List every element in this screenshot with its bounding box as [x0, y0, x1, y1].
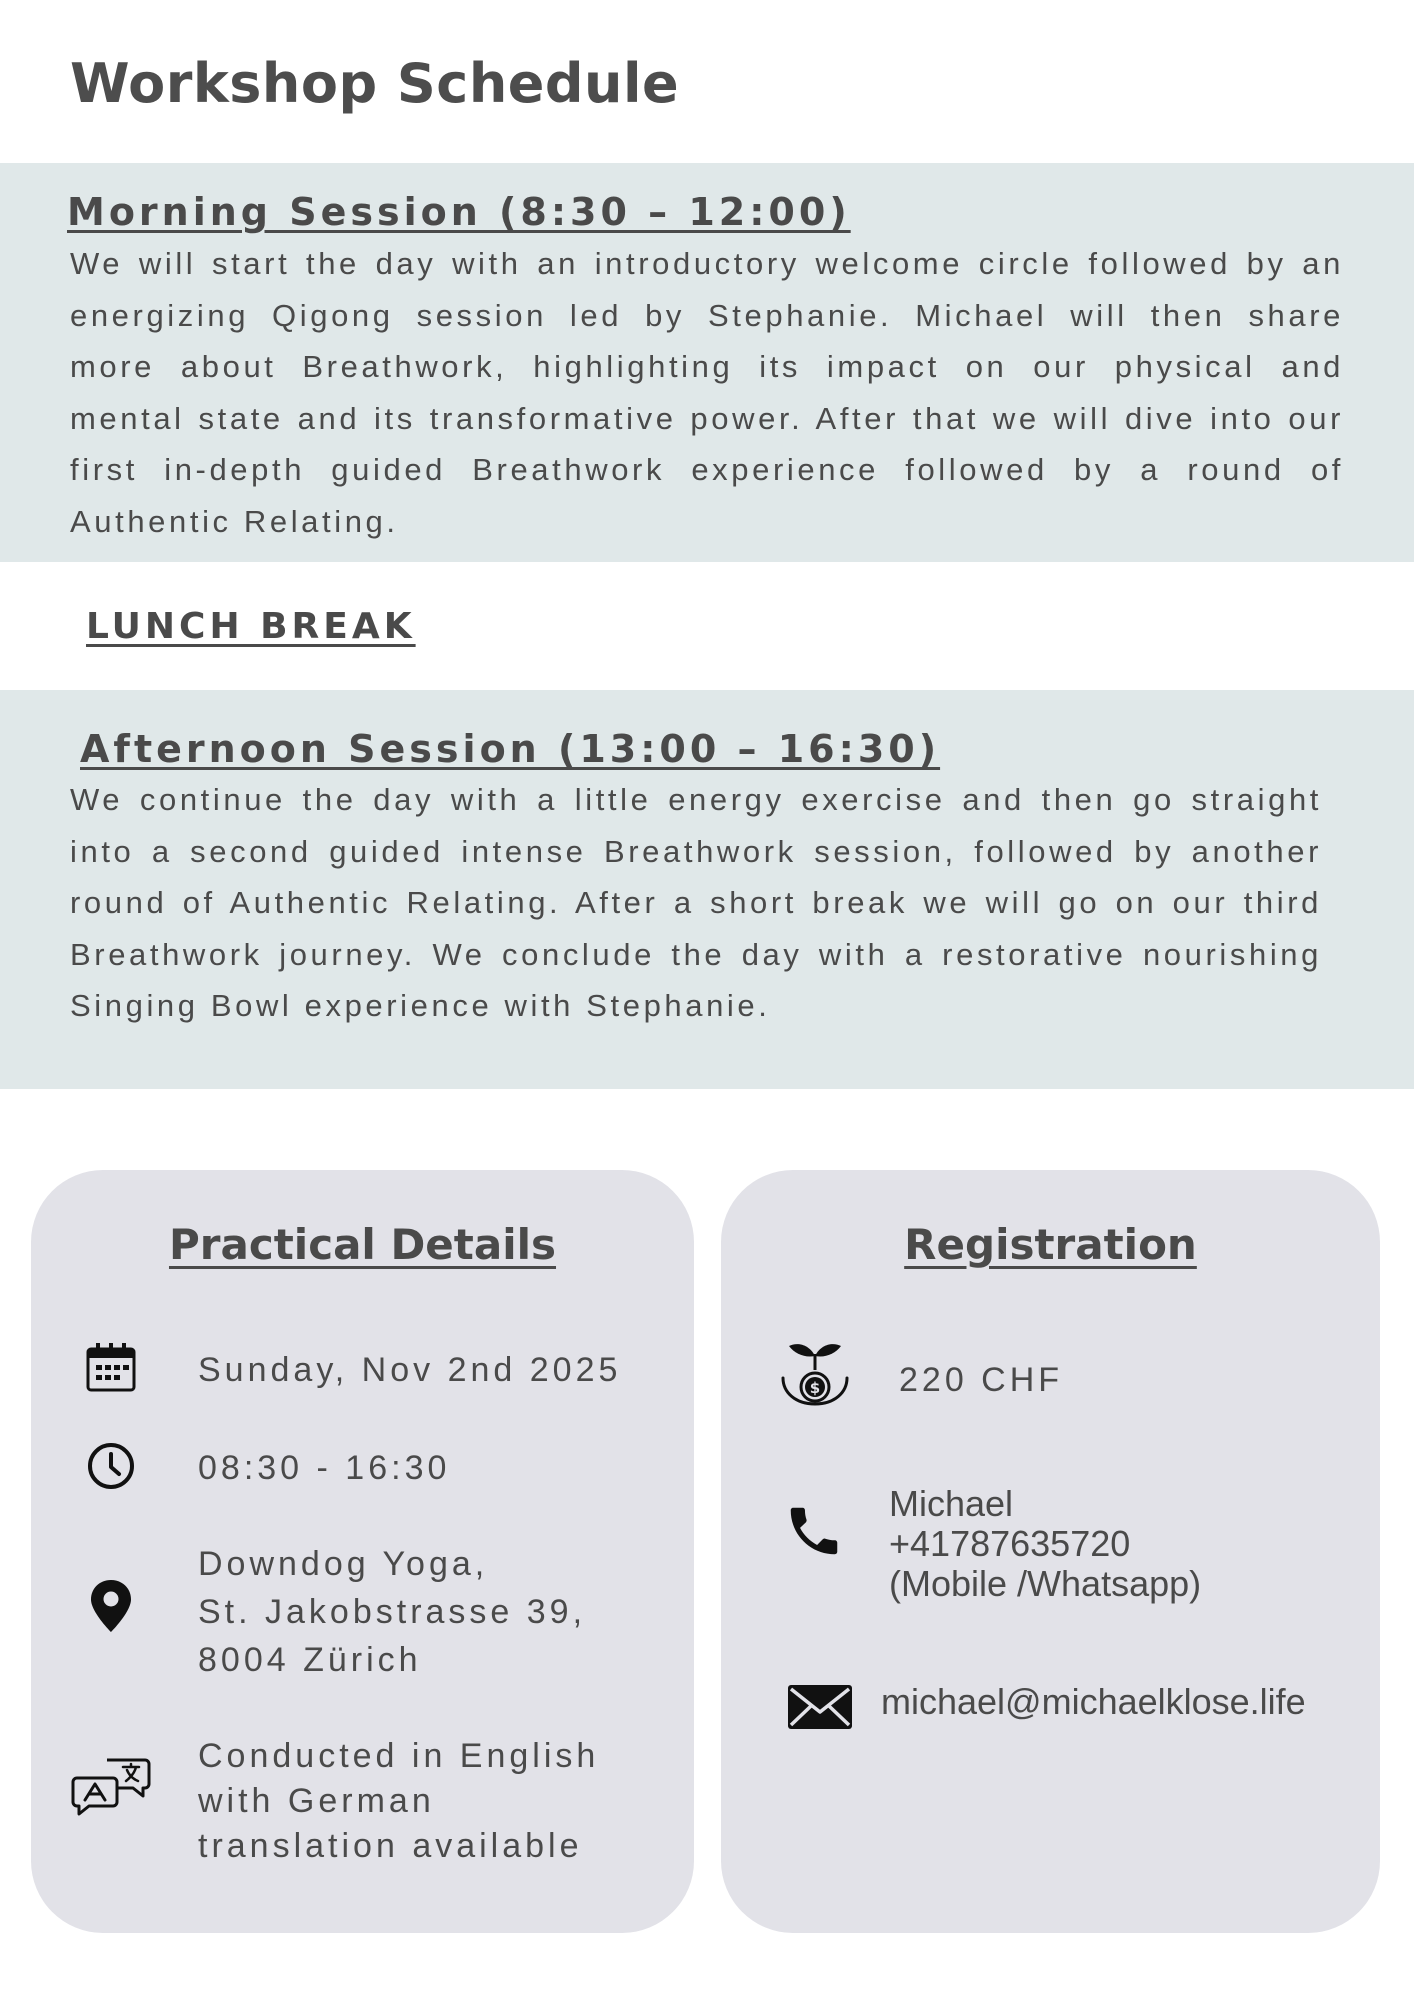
registration-email[interactable]: michael@michaelklose.life	[881, 1681, 1306, 1722]
lunch-break-heading: LUNCH BREAK	[86, 606, 416, 647]
morning-session-description: We will start the day with an introductory welcome circle followed by an energizing Qigong session led by Stephanie. Michael will then share more about Breathwork, highlighting its impact on our physical and mental state and its transformative power. After that we will dive into our first in-depth guided Breathwork experience followed by a round of Authentic Relating.	[70, 246, 1344, 539]
money-plant-icon	[779, 1340, 851, 1408]
registration-contact	[889, 1484, 1201, 1604]
calendar-icon	[85, 1341, 137, 1393]
workshop-date: Sunday, Nov 2nd 2025	[198, 1351, 622, 1389]
clock-icon	[86, 1441, 136, 1491]
registration-price: 220 CHF	[899, 1361, 1064, 1399]
registration-title: Registration	[904, 1220, 1197, 1269]
afternoon-session-title: Afternoon Session (13:00 – 16:30)	[80, 727, 941, 771]
envelope-icon	[787, 1684, 853, 1730]
svg-text:$: $	[809, 1379, 821, 1397]
page-title: Workshop Schedule	[70, 52, 680, 115]
registration-card	[721, 1170, 1380, 1933]
translate-icon	[71, 1756, 151, 1818]
location-line-1: Downdog Yoga,	[198, 1545, 489, 1583]
contact-note: (Mobile /Whatsapp)	[889, 1563, 1202, 1604]
location-line-2: St. Jakobstrasse 39,	[198, 1593, 587, 1631]
workshop-time: 08:30 - 16:30	[198, 1449, 451, 1487]
location-line-3: 8004 Zürich	[198, 1641, 422, 1679]
workshop-language	[198, 1734, 599, 1869]
language-line-3: translation available	[198, 1827, 583, 1865]
workshop-location	[198, 1540, 586, 1684]
phone-icon	[783, 1500, 845, 1562]
contact-phone[interactable]: +41787635720	[889, 1523, 1131, 1564]
contact-name: Michael	[889, 1483, 1014, 1524]
practical-details-card	[31, 1170, 694, 1933]
location-pin-icon	[89, 1578, 133, 1634]
morning-session-title: Morning Session (8:30 – 12:00)	[67, 190, 851, 234]
practical-details-title: Practical Details	[168, 1220, 557, 1269]
language-line-2: with German	[198, 1782, 435, 1820]
afternoon-session-description: We continue the day with a little energy exercise and then go straight into a second guided intense Breathwork session, followed by another round of Authentic Relating. After a short break we will go on our third Breathwork journey. We conclude the day with a restorative nourishing Singing Bowl experience with Stephanie.	[70, 782, 1322, 1023]
language-line-1: Conducted in English	[198, 1737, 600, 1775]
